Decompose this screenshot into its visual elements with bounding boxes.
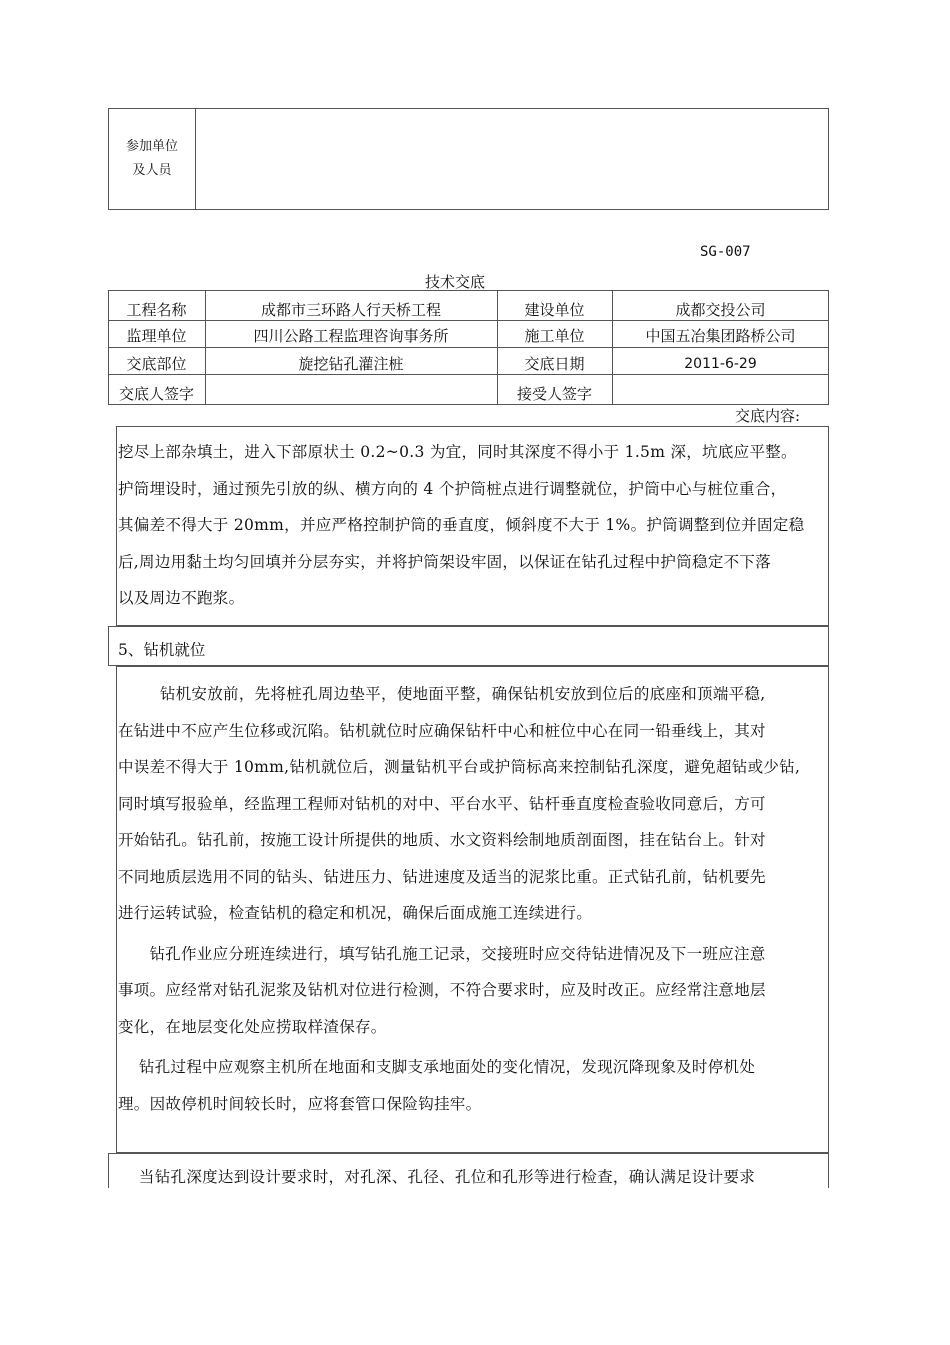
owner-value: 成都交投公司 (675, 301, 766, 319)
part-value: 旋挖钻孔灌注桩 (298, 355, 404, 373)
section5-title: 5、钻机就位 (118, 641, 206, 659)
supervisor-value: 四川公路工程监理咨询事务所 (253, 327, 449, 345)
section5-line: 钻孔过程中应观察主机所在地面和支脚支承地面处的变化情况，发现沉降现象及时停机处 (118, 1058, 756, 1076)
section5-line: 事项。应经常对钻孔泥浆及钻机对位进行检测，不符合要求时，应及时改正。应经常注意地层 (118, 981, 766, 999)
doc-title: 技术交底 (425, 273, 486, 291)
section5-line: 理。因故停机时间较长时，应将套管口保险钩挂牢。 (118, 1094, 482, 1113)
section-a-line: 后,周边用黏土均匀回填并分层夯实，并将护筒架设牢固，以保证在钻孔过程中护筒稳定不下落 (118, 552, 772, 571)
section-a-line: 以及周边不跑浆。 (118, 589, 245, 607)
date-label: 交底日期 (524, 355, 585, 373)
section5-line: 开始钻孔。钻孔前，按施工设计所提供的地质、水文资料绘制地质剖面图，挂在钻台上。针对 (118, 831, 766, 849)
section5-line: 变化，在地层变化处应捞取样渣保存。 (118, 1017, 387, 1036)
doc-code: SG-007 (700, 244, 751, 260)
section-c-top (108, 1153, 829, 1154)
section-c-line: 当钻孔深度达到设计要求时，对孔深、孔径、孔位和孔形等进行检查，确认满足设计要求 (118, 1168, 756, 1186)
contractor-value: 中国五冶集团路桥公司 (645, 327, 796, 345)
date-value: 2011-6-29 (684, 356, 757, 372)
section5-line: 钻孔作业应分班连续进行，填写钻孔施工记录，交接班时应交待钻进情况及下一班应注意 (118, 944, 766, 963)
section-a-line: 挖尽上部杂填土，进入下部原状土 0.2~0.3 为宜，同时其深度不得小于 1.5m 深，坑底应平整。 (118, 443, 797, 461)
supervisor-label: 监理单位 (126, 327, 187, 345)
section5-line: 中误差不得大于 10mm,钻机就位后，测量钻机平台或护筒标高来控制钻孔深度，避免超钻或少钻, (118, 758, 801, 776)
section5-body (118, 676, 830, 1122)
contractor-label: 施工单位 (524, 327, 585, 345)
section-a (118, 434, 830, 617)
section-a-line: 护筒埋设时，通过预先引放的纵、横方向的 4 个护筒桩点进行调整就位，护筒中心与桩位重合， (118, 479, 787, 498)
section5-line: 进行运转试验，检查钻机的稳定和机况，确保后面成施工连续进行。 (118, 904, 593, 922)
section-a-line: 其偏差不得大于 20mm，并应严格控制护筒的垂直度，倾斜度不大于 1%。护筒调整到位并固定稳 (118, 516, 805, 534)
section5-title-box (108, 626, 829, 666)
receiver-sign-label: 接受人签字 (516, 385, 592, 403)
section-c-left (108, 1153, 109, 1188)
project-name-label: 工程名称 (126, 301, 187, 319)
section5-line: 不同地质层选用不同的钻头、钻进压力、钻进速度及适当的泥浆比重。正式钻孔前，钻机要先 (118, 867, 766, 886)
project-name-value: 成都市三环路人行天桥工程 (260, 301, 441, 319)
content-label: 交底内容: (735, 407, 801, 425)
section5-line: 钻机安放前，先将桩孔周边垫平，使地面平整，确保钻机安放到位后的底座和顶端平稳, (118, 685, 766, 703)
giver-sign-label: 交底人签字 (118, 385, 194, 403)
participants-label-line2: 及人员 (132, 163, 172, 178)
participants-label-line1: 参加单位 (125, 139, 178, 154)
section5-line: 同时填写报验单，经监理工程师对钻机的对中、平台水平、钻杆垂直度检查验收同意后，方可 (118, 794, 766, 813)
participants-label (108, 135, 196, 183)
part-label: 交底部位 (126, 355, 187, 373)
section5-line: 在钻进中不应产生位移或沉陷。钻机就位时应确保钻杆中心和桩位中心在同一铅垂线上，其对 (118, 721, 766, 740)
owner-label: 建设单位 (524, 301, 585, 319)
participants-box (108, 108, 829, 210)
